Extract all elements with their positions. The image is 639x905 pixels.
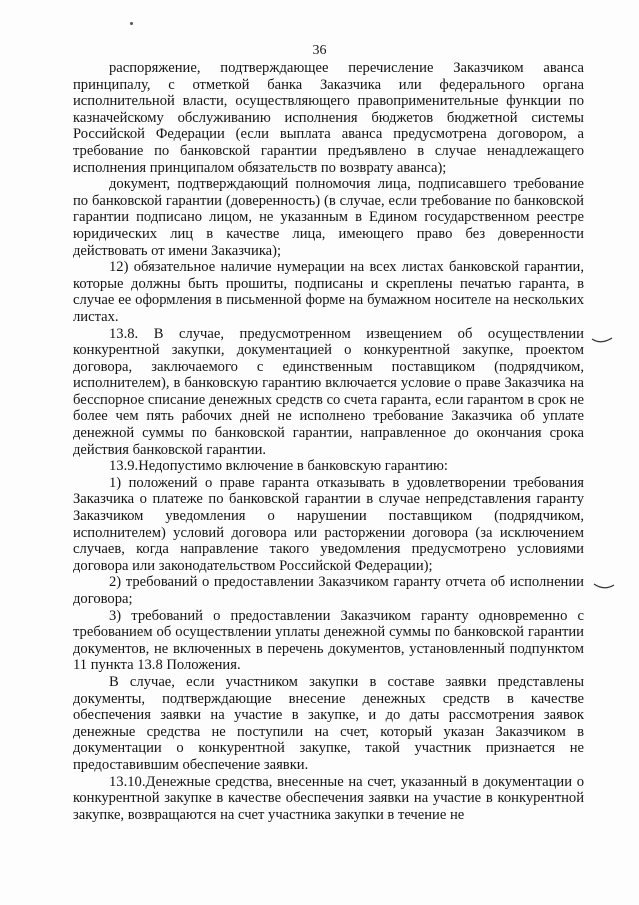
scan-speck (130, 22, 133, 25)
page-number: 36 (312, 43, 327, 58)
paragraph-13-9-item-3: 3) требований о предоставлении Заказчиком гаранту одновременно с требованием об осуществлении уплаты денежной суммы по банковской гарантии документов, не включенных в перечень документов, установленный подпунктом 11 пункта 13.8 Положения. (73, 607, 584, 674)
paragraph-section-13-8: 13.8. В случае, предусмотренном извещением об осуществлении конкурентной закупки, документацией о конкурентной закупке, проектом договора, заключаемого с единственным поставщиком (подрядчиком, исполнителем), в банковскую гарантию включается условие о праве Заказчика на бесспорное списание денежных средств со счета гаранта, если гарантом в срок не более чем пять рабочих дней не исполнено требование Заказчика об уплате денежной суммы по банковской гарантии, направленное до окончания срока действия банковской гарантии. (73, 325, 584, 458)
paragraph-section-13-9: 13.9.Недопустимо включение в банковскую гарантию: (109, 458, 448, 475)
paragraph-item-12-page-numbering: 12) обязательное наличие нумерации на всех листах банковской гарантии, которые должны быть прошиты, подписаны и скреплены печатью гаранта, в случае ее оформления в письменной форме на бумажном носителе на нескольких листах. (73, 259, 584, 325)
margin-pen-mark-lower (593, 582, 615, 592)
paragraph-section-13-10: 13.10.Денежные средства, внесенные на счет, указанный в документации о конкурентной закупке в качестве обеспечения заявки на участие в конкурентной закупке, возвращаются на счет участника закупки в течение не (73, 773, 584, 823)
document-body (73, 60, 584, 823)
paragraph-13-9-item-1: 1) положений о праве гаранта отказывать в удовлетворении требования Заказчика о платеже по банковской гарантии в случае непредставления гаранту Заказчиком уведомления о нарушении поставщиком (подрядчиком, исполнителем) условий договора или расторжении договора (за исключением случаев, когда направление такого уведомления предусмотрено условиями договора или законодательством Российской Федерации); (73, 474, 584, 574)
margin-pen-mark-upper (591, 336, 613, 346)
paragraph-advance-payment-order: распоряжение, подтверждающее перечисление Заказчиком аванса принципалу, с отметкой банка Заказчика или федерального органа исполнительной власти, осуществляющего правоприменительные функции по казначейскому обслуживанию исполнения бюджетов бюджетной системы Российской Федерации (если выплата аванса предусмотрена договором, а требование по банковской гарантии предъявлено в случае ненадлежащего исполнения принципалом обязательств по возврату аванса); (73, 60, 584, 176)
paragraph-deposit-not-received: В случае, если участником закупки в составе заявки представлены документы, подтверждающие внесение денежных средств в качестве обеспечения заявки на участие в закупке, и до даты рассмотрения заявок денежные средства не поступили на счет, который указан Заказчиком в документации о конкурентной закупке, такой участник признается не предоставившим обеспечение заявки. (73, 673, 584, 773)
paragraph-authority-document: документ, подтверждающий полномочия лица, подписавшего требование по банковской гарантии (доверенность) (в случае, если требование по банковской гарантии подписано лицом, не указанным в Едином государственном реестре юридических лиц в качестве лица, имеющего право без доверенности действовать от имени Заказчика); (73, 176, 584, 259)
paragraph-13-9-item-2: 2) требований о предоставлении Заказчиком гаранту отчета об исполнении договора; (73, 574, 584, 607)
